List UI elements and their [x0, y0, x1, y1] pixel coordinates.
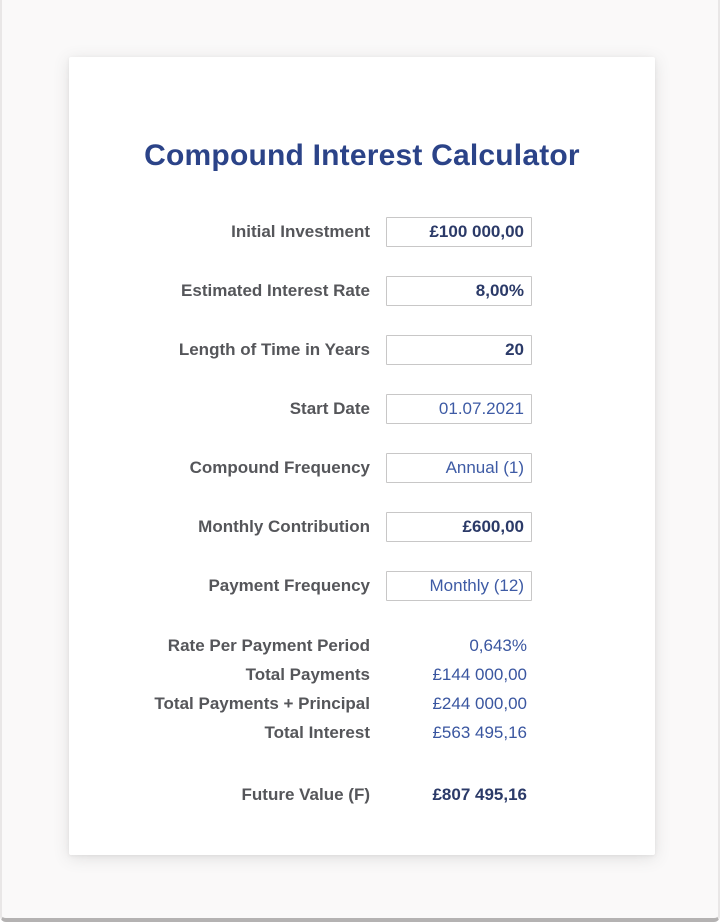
total-payments-label: Total Payments — [245, 664, 370, 684]
results-section — [69, 631, 655, 809]
length-of-time-label: Length of Time in Years — [178, 340, 370, 359]
future-value-label: Future Value (F) — [241, 784, 370, 804]
payments-plus-principal-value: £244 000,00 — [432, 693, 527, 713]
result-row-rate-per-period — [69, 631, 655, 660]
result-row-total-payments — [69, 660, 655, 689]
total-payments-value: £144 000,00 — [432, 664, 527, 684]
total-interest-value: £563 495,16 — [432, 722, 527, 742]
result-row-future-value — [69, 780, 655, 809]
payments-plus-principal-label: Total Payments + Principal — [154, 693, 370, 713]
length-of-time-input[interactable]: 20 — [386, 335, 532, 365]
start-date-label: Start Date — [289, 399, 370, 418]
calculator-form — [69, 217, 655, 601]
compound-frequency-label: Compound Frequency — [189, 458, 370, 477]
rate-per-period-value: 0,643% — [469, 635, 527, 655]
monthly-contribution-input[interactable]: £600,00 — [386, 512, 532, 542]
field-row-length-of-time — [69, 335, 655, 365]
calculator-card — [69, 57, 655, 855]
result-row-total-interest — [69, 718, 655, 747]
payment-frequency-select[interactable]: Monthly (12) — [386, 571, 532, 601]
page-title: Compound Interest Calculator — [144, 139, 580, 172]
field-row-initial-investment — [69, 217, 655, 247]
initial-investment-label: Initial Investment — [231, 222, 370, 241]
future-value-amount: £807 495,16 — [432, 784, 527, 804]
payment-frequency-label: Payment Frequency — [208, 576, 370, 595]
field-row-monthly-contribution — [69, 512, 655, 542]
total-interest-label: Total Interest — [264, 722, 370, 742]
initial-investment-input[interactable]: £100 000,00 — [386, 217, 532, 247]
interest-rate-input[interactable]: 8,00% — [386, 276, 532, 306]
field-row-compound-frequency — [69, 453, 655, 483]
compound-frequency-select[interactable]: Annual (1) — [386, 453, 532, 483]
rate-per-period-label: Rate Per Payment Period — [167, 635, 370, 655]
monthly-contribution-label: Monthly Contribution — [198, 517, 370, 536]
result-row-payments-plus-principal — [69, 689, 655, 718]
field-row-start-date — [69, 394, 655, 424]
start-date-input[interactable]: 01.07.2021 — [386, 394, 532, 424]
field-row-payment-frequency — [69, 571, 655, 601]
interest-rate-label: Estimated Interest Rate — [181, 281, 370, 300]
field-row-interest-rate — [69, 276, 655, 306]
